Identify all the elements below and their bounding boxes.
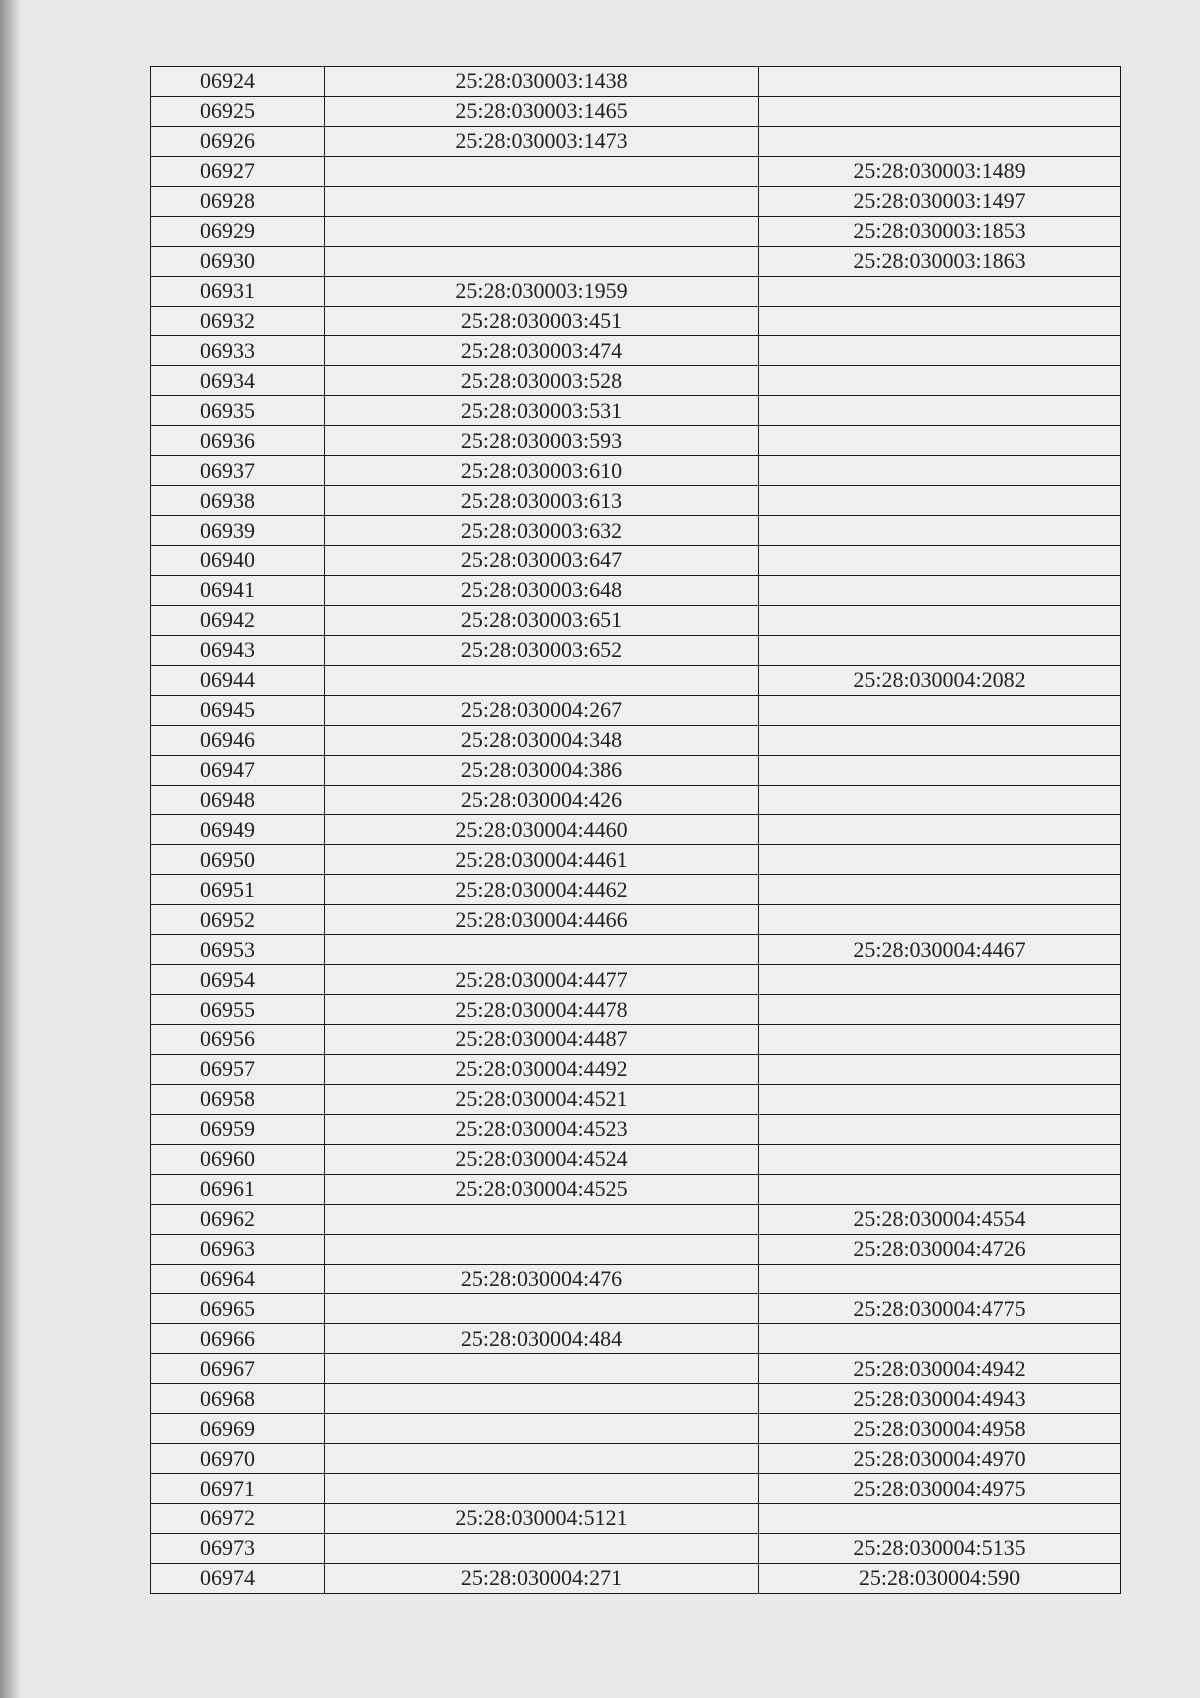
cadastral-number-alt-cell [759, 635, 1121, 665]
row-number-cell: 06939 [151, 516, 325, 546]
row-number-cell: 06937 [151, 456, 325, 486]
row-number-cell: 06949 [151, 815, 325, 845]
table-row [151, 1084, 1121, 1114]
cadastral-number-alt-cell [759, 845, 1121, 875]
cadastral-number-cell [325, 1204, 759, 1234]
cadastral-number-alt-cell: 25:28:030004:4467 [759, 935, 1121, 965]
row-number-cell: 06948 [151, 785, 325, 815]
row-number-cell: 06972 [151, 1504, 325, 1534]
cadastral-number-alt-cell [759, 276, 1121, 306]
table-row [151, 905, 1121, 935]
table-row [151, 575, 1121, 605]
cadastral-number-cell [325, 1474, 759, 1504]
table-row [151, 1414, 1121, 1444]
row-number-cell: 06928 [151, 186, 325, 216]
cadastral-number-cell [325, 156, 759, 186]
cadastral-number-alt-cell [759, 905, 1121, 935]
table-body [151, 67, 1121, 1594]
row-number-cell: 06932 [151, 306, 325, 336]
cadastral-number-cell: 25:28:030004:4461 [325, 845, 759, 875]
cadastral-number-cell: 25:28:030003:632 [325, 516, 759, 546]
table-row [151, 67, 1121, 97]
table-row [151, 306, 1121, 336]
table-row [151, 1444, 1121, 1474]
table-row [151, 665, 1121, 695]
cadastral-number-cell: 25:28:030003:1959 [325, 276, 759, 306]
cadastral-number-cell: 25:28:030004:4521 [325, 1084, 759, 1114]
cadastral-number-alt-cell [759, 1054, 1121, 1084]
cadastral-number-cell: 25:28:030004:386 [325, 755, 759, 785]
row-number-cell: 06946 [151, 725, 325, 755]
cadastral-number-alt-cell: 25:28:030004:4726 [759, 1234, 1121, 1264]
cadastral-number-cell: 25:28:030003:1438 [325, 67, 759, 97]
cadastral-number-alt-cell [759, 1504, 1121, 1534]
table-row [151, 186, 1121, 216]
cadastral-number-cell: 25:28:030003:652 [325, 635, 759, 665]
row-number-cell: 06970 [151, 1444, 325, 1474]
cadastral-number-alt-cell [759, 575, 1121, 605]
cadastral-number-alt-cell [759, 875, 1121, 905]
cadastral-number-alt-cell: 25:28:030004:4942 [759, 1354, 1121, 1384]
cadastral-number-cell: 25:28:030003:474 [325, 336, 759, 366]
row-number-cell: 06942 [151, 605, 325, 635]
row-number-cell: 06957 [151, 1054, 325, 1084]
cadastral-number-alt-cell [759, 725, 1121, 755]
cadastral-number-alt-cell [759, 67, 1121, 97]
cadastral-number-alt-cell [759, 1114, 1121, 1144]
cadastral-number-alt-cell: 25:28:030004:590 [759, 1563, 1121, 1593]
cadastral-number-cell [325, 1444, 759, 1474]
cadastral-number-alt-cell [759, 426, 1121, 456]
cadastral-number-alt-cell [759, 1174, 1121, 1204]
row-number-cell: 06955 [151, 995, 325, 1025]
row-number-cell: 06969 [151, 1414, 325, 1444]
cadastral-number-cell [325, 186, 759, 216]
cadastral-number-alt-cell [759, 785, 1121, 815]
cadastral-number-cell: 25:28:030003:593 [325, 426, 759, 456]
row-number-cell: 06964 [151, 1264, 325, 1294]
table-row [151, 1054, 1121, 1084]
row-number-cell: 06956 [151, 1025, 325, 1055]
table-row [151, 1294, 1121, 1324]
row-number-cell: 06938 [151, 486, 325, 516]
cadastral-number-cell [325, 1414, 759, 1444]
cadastral-number-alt-cell [759, 605, 1121, 635]
table-row [151, 246, 1121, 276]
table-row [151, 1533, 1121, 1563]
scan-edge-shadow [0, 0, 22, 1698]
cadastral-number-alt-cell [759, 366, 1121, 396]
table-row [151, 1114, 1121, 1144]
row-number-cell: 06958 [151, 1084, 325, 1114]
cadastral-number-cell: 25:28:030004:484 [325, 1324, 759, 1354]
table-row [151, 336, 1121, 366]
cadastral-table [150, 66, 1121, 1594]
table-row [151, 725, 1121, 755]
cadastral-number-cell: 25:28:030004:4525 [325, 1174, 759, 1204]
row-number-cell: 06941 [151, 575, 325, 605]
table-row [151, 635, 1121, 665]
cadastral-number-cell: 25:28:030003:1473 [325, 126, 759, 156]
row-number-cell: 06944 [151, 665, 325, 695]
table-row [151, 156, 1121, 186]
table-row [151, 126, 1121, 156]
row-number-cell: 06968 [151, 1384, 325, 1414]
table-row [151, 935, 1121, 965]
row-number-cell: 06934 [151, 366, 325, 396]
table-row [151, 1025, 1121, 1055]
cadastral-number-alt-cell [759, 126, 1121, 156]
table-row [151, 1174, 1121, 1204]
row-number-cell: 06936 [151, 426, 325, 456]
cadastral-number-cell [325, 1533, 759, 1563]
row-number-cell: 06943 [151, 635, 325, 665]
cadastral-number-cell: 25:28:030004:267 [325, 695, 759, 725]
cadastral-number-cell: 25:28:030004:4460 [325, 815, 759, 845]
row-number-cell: 06931 [151, 276, 325, 306]
cadastral-number-alt-cell [759, 815, 1121, 845]
cadastral-number-cell: 25:28:030004:4492 [325, 1054, 759, 1084]
table-row [151, 1563, 1121, 1593]
cadastral-number-cell: 25:28:030004:271 [325, 1563, 759, 1593]
table-row [151, 845, 1121, 875]
cadastral-number-cell [325, 1234, 759, 1264]
cadastral-number-alt-cell [759, 1025, 1121, 1055]
table-row [151, 605, 1121, 635]
row-number-cell: 06933 [151, 336, 325, 366]
cadastral-number-alt-cell [759, 1144, 1121, 1174]
table-row [151, 1324, 1121, 1354]
cadastral-number-alt-cell: 25:28:030003:1853 [759, 216, 1121, 246]
cadastral-number-cell: 25:28:030004:4477 [325, 965, 759, 995]
cadastral-number-alt-cell [759, 695, 1121, 725]
table-row [151, 516, 1121, 546]
row-number-cell: 06930 [151, 246, 325, 276]
row-number-cell: 06953 [151, 935, 325, 965]
cadastral-number-cell: 25:28:030003:613 [325, 486, 759, 516]
row-number-cell: 06927 [151, 156, 325, 186]
row-number-cell: 06971 [151, 1474, 325, 1504]
cadastral-number-alt-cell [759, 1084, 1121, 1114]
cadastral-number-alt-cell [759, 396, 1121, 426]
table-row [151, 785, 1121, 815]
cadastral-number-alt-cell: 25:28:030004:4775 [759, 1294, 1121, 1324]
cadastral-number-cell: 25:28:030004:4487 [325, 1025, 759, 1055]
cadastral-number-alt-cell: 25:28:030003:1497 [759, 186, 1121, 216]
cadastral-number-alt-cell: 25:28:030003:1489 [759, 156, 1121, 186]
cadastral-number-alt-cell: 25:28:030004:4975 [759, 1474, 1121, 1504]
cadastral-number-alt-cell: 25:28:030004:4554 [759, 1204, 1121, 1234]
row-number-cell: 06954 [151, 965, 325, 995]
table-row [151, 486, 1121, 516]
table-row [151, 1144, 1121, 1174]
table-row [151, 1264, 1121, 1294]
row-number-cell: 06973 [151, 1533, 325, 1563]
cadastral-number-alt-cell: 25:28:030004:4943 [759, 1384, 1121, 1414]
row-number-cell: 06947 [151, 755, 325, 785]
cadastral-number-alt-cell [759, 755, 1121, 785]
row-number-cell: 06925 [151, 96, 325, 126]
cadastral-number-cell: 25:28:030004:4523 [325, 1114, 759, 1144]
cadastral-number-cell: 25:28:030003:451 [325, 306, 759, 336]
cadastral-number-cell [325, 246, 759, 276]
table-row [151, 995, 1121, 1025]
cadastral-number-cell: 25:28:030003:528 [325, 366, 759, 396]
cadastral-number-cell: 25:28:030004:5121 [325, 1504, 759, 1534]
cadastral-number-cell: 25:28:030004:426 [325, 785, 759, 815]
row-number-cell: 06945 [151, 695, 325, 725]
row-number-cell: 06965 [151, 1294, 325, 1324]
table-row [151, 396, 1121, 426]
cadastral-number-cell: 25:28:030003:651 [325, 605, 759, 635]
cadastral-number-cell: 25:28:030004:4462 [325, 875, 759, 905]
cadastral-number-alt-cell [759, 1324, 1121, 1354]
cadastral-number-alt-cell [759, 995, 1121, 1025]
cadastral-number-cell: 25:28:030003:610 [325, 456, 759, 486]
table-row [151, 875, 1121, 905]
row-number-cell: 06967 [151, 1354, 325, 1384]
table-row [151, 1204, 1121, 1234]
cadastral-number-cell [325, 1354, 759, 1384]
cadastral-number-cell: 25:28:030003:648 [325, 575, 759, 605]
table-row [151, 96, 1121, 126]
cadastral-number-alt-cell [759, 1264, 1121, 1294]
table-row [151, 1474, 1121, 1504]
row-number-cell: 06929 [151, 216, 325, 246]
cadastral-number-alt-cell [759, 516, 1121, 546]
cadastral-number-alt-cell [759, 96, 1121, 126]
table-row [151, 546, 1121, 576]
cadastral-number-cell: 25:28:030004:4466 [325, 905, 759, 935]
table-row [151, 426, 1121, 456]
cadastral-number-cell [325, 1384, 759, 1414]
cadastral-number-cell [325, 1294, 759, 1324]
cadastral-number-cell [325, 216, 759, 246]
table-row [151, 216, 1121, 246]
cadastral-number-alt-cell: 25:28:030003:1863 [759, 246, 1121, 276]
row-number-cell: 06935 [151, 396, 325, 426]
table-row [151, 276, 1121, 306]
cadastral-number-alt-cell [759, 456, 1121, 486]
row-number-cell: 06961 [151, 1174, 325, 1204]
row-number-cell: 06960 [151, 1144, 325, 1174]
cadastral-number-cell: 25:28:030003:647 [325, 546, 759, 576]
row-number-cell: 06940 [151, 546, 325, 576]
table-row [151, 1234, 1121, 1264]
cadastral-number-alt-cell [759, 336, 1121, 366]
table-row [151, 1354, 1121, 1384]
row-number-cell: 06963 [151, 1234, 325, 1264]
row-number-cell: 06952 [151, 905, 325, 935]
row-number-cell: 06974 [151, 1563, 325, 1593]
table-row [151, 965, 1121, 995]
row-number-cell: 06962 [151, 1204, 325, 1234]
cadastral-number-alt-cell [759, 306, 1121, 336]
cadastral-number-cell: 25:28:030003:531 [325, 396, 759, 426]
cadastral-number-cell: 25:28:030004:348 [325, 725, 759, 755]
table-row [151, 1384, 1121, 1414]
cadastral-number-alt-cell [759, 486, 1121, 516]
row-number-cell: 06950 [151, 845, 325, 875]
table-row [151, 1504, 1121, 1534]
table-row [151, 456, 1121, 486]
table-row [151, 755, 1121, 785]
cadastral-number-alt-cell: 25:28:030004:5135 [759, 1533, 1121, 1563]
cadastral-number-cell [325, 665, 759, 695]
row-number-cell: 06926 [151, 126, 325, 156]
table-row [151, 695, 1121, 725]
table-row [151, 366, 1121, 396]
cadastral-number-alt-cell [759, 546, 1121, 576]
row-number-cell: 06924 [151, 67, 325, 97]
cadastral-number-alt-cell: 25:28:030004:4958 [759, 1414, 1121, 1444]
cadastral-number-cell: 25:28:030004:476 [325, 1264, 759, 1294]
cadastral-number-cell: 25:28:030004:4478 [325, 995, 759, 1025]
row-number-cell: 06951 [151, 875, 325, 905]
cadastral-number-cell: 25:28:030003:1465 [325, 96, 759, 126]
cadastral-number-cell: 25:28:030004:4524 [325, 1144, 759, 1174]
cadastral-number-alt-cell [759, 965, 1121, 995]
row-number-cell: 06966 [151, 1324, 325, 1354]
cadastral-number-cell [325, 935, 759, 965]
row-number-cell: 06959 [151, 1114, 325, 1144]
cadastral-number-alt-cell: 25:28:030004:4970 [759, 1444, 1121, 1474]
table-row [151, 815, 1121, 845]
cadastral-number-alt-cell: 25:28:030004:2082 [759, 665, 1121, 695]
